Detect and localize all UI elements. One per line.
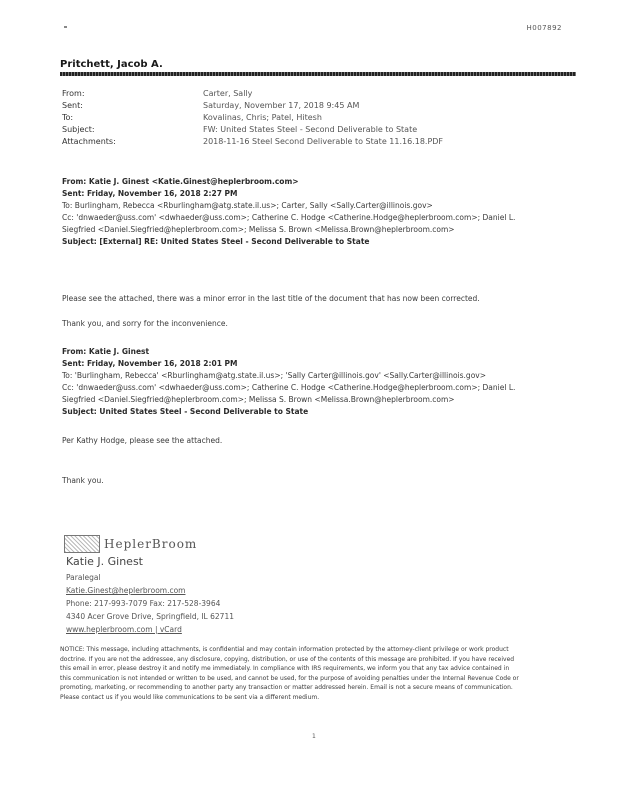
fwd2-body-line-1: Per Kathy Hodge, please see the attached. [62, 436, 223, 445]
signature-phone: Phone: 217-993-7079 Fax: 217-528-3964 [66, 599, 221, 608]
heplerbroom-logo [64, 535, 197, 553]
notice-line: promoting, marketing, or recommending to another party any transaction or matter addressed herein. Email is not a secure means of communication. [60, 684, 513, 691]
signature-web-link[interactable]: www.heplerbroom.com | vCard [66, 625, 182, 634]
fwd2-subject: Subject: United States Steel - Second Deliverable to State [62, 407, 309, 416]
fwd2-cc: Cc: 'dnwaeder@uss.com' <dwhaeder@uss.com>; Catherine C. Hodge <Catherine.Hodge@heplerbroom.com>; Daniel L. [62, 383, 516, 392]
notice-line: this email in error, please destroy it and notify me immediately. In compliance with IRS requirements, we inform you that any tax advice contained in [60, 665, 510, 672]
mailbox-owner-name: Pritchett, Jacob A. [60, 59, 163, 70]
forwarded-header-2 [62, 346, 515, 418]
signature-email-link[interactable]: Katie.Ginest@heplerbroom.com [66, 586, 186, 595]
attachment-link[interactable]: 2018-11-16 Steel Second Deliverable to State 11.16.18.PDF [203, 137, 444, 146]
confidentiality-notice [60, 645, 578, 702]
fwd1-subject: Subject: [External] RE: United States Steel - Second Deliverable to State [62, 237, 370, 246]
subject-label: Subject: [62, 125, 95, 134]
fwd1-cc: Cc: 'dnwaeder@uss.com' <dwhaeder@uss.com>; Catherine C. Hodge <Catherine.Hodge@heplerbroom.com>; Daniel L. [62, 213, 516, 222]
fwd2-to: To: 'Burlingham, Rebecca' <Rburlingham@atg.state.il.us>; 'Sally Carter@illinois.gov' <Sally.Carter@illinois.gov> [62, 371, 486, 380]
fwd1-cc-continued: Siegfried <Daniel.Siegfried@heplerbroom.com>; Melissa S. Brown <Melissa.Brown@heplerbroom.com> [62, 225, 455, 234]
fwd2-from: From: Katie J. Ginest [62, 347, 150, 356]
bates-number: H007892 [526, 24, 562, 32]
fwd1-body-line-1: Please see the attached, there was a minor error in the last title of the document that has now been corrected. [62, 294, 480, 303]
page-number: 1 [312, 733, 316, 740]
signature-title: Paralegal [66, 573, 101, 582]
to-value: Kovalinas, Chris; Patel, Hitesh [203, 113, 322, 122]
from-label: From: [62, 89, 85, 98]
fwd1-sent: Sent: Friday, November 16, 2018 2:27 PM [62, 189, 238, 198]
subject-value: FW: United States Steel - Second Deliverable to State [203, 125, 418, 134]
scan-mark [64, 26, 67, 28]
logo-wordmark: HeplerBroom [104, 537, 198, 551]
fwd2-cc-continued: Siegfried <Daniel.Siegfried@heplerbroom.com>; Melissa S. Brown <Melissa.Brown@heplerbroom.com> [62, 395, 455, 404]
forwarded-header-1 [62, 176, 515, 248]
header-divider [60, 72, 576, 76]
sent-label: Sent: [62, 101, 83, 110]
notice-line: NOTICE: This message, including attachments, is confidential and may contain information protected by the attorney-client privilege or work product [60, 646, 509, 653]
fwd2-sent: Sent: Friday, November 16, 2018 2:01 PM [62, 359, 238, 368]
fwd1-from: From: Katie J. Ginest <Katie.Ginest@heplerbroom.com> [62, 177, 299, 186]
to-label: To: [62, 113, 74, 122]
logo-mark-icon [64, 535, 100, 553]
attachments-label: Attachments: [62, 137, 116, 146]
notice-line: Please contact us if you would like communications to be sent via a different medium. [60, 693, 320, 701]
from-value: Carter, Sally [203, 89, 253, 98]
signature-name: Katie J. Ginest [66, 555, 143, 568]
notice-line: this communication is not intended or written to be used, and cannot be used, for the purpose of avoiding penalties under the Internal Revenue Code or [60, 674, 519, 682]
signature-address: 4340 Acer Grove Drive, Springfield, IL 62711 [66, 612, 234, 621]
notice-line: doctrine. If you are not the addressee, any disclosure, copying, distribution, or use of the contents of this message are prohibited. If you have received [60, 655, 515, 663]
sent-value: Saturday, November 17, 2018 9:45 AM [203, 101, 360, 110]
fwd2-body-line-2: Thank you. [62, 476, 104, 485]
fwd1-body-line-2: Thank you, and sorry for the inconvenience. [62, 319, 228, 328]
fwd1-to: To: Burlingham, Rebecca <Rburlingham@atg.state.il.us>; Carter, Sally <Sally.Carter@illinois.gov> [62, 201, 433, 210]
